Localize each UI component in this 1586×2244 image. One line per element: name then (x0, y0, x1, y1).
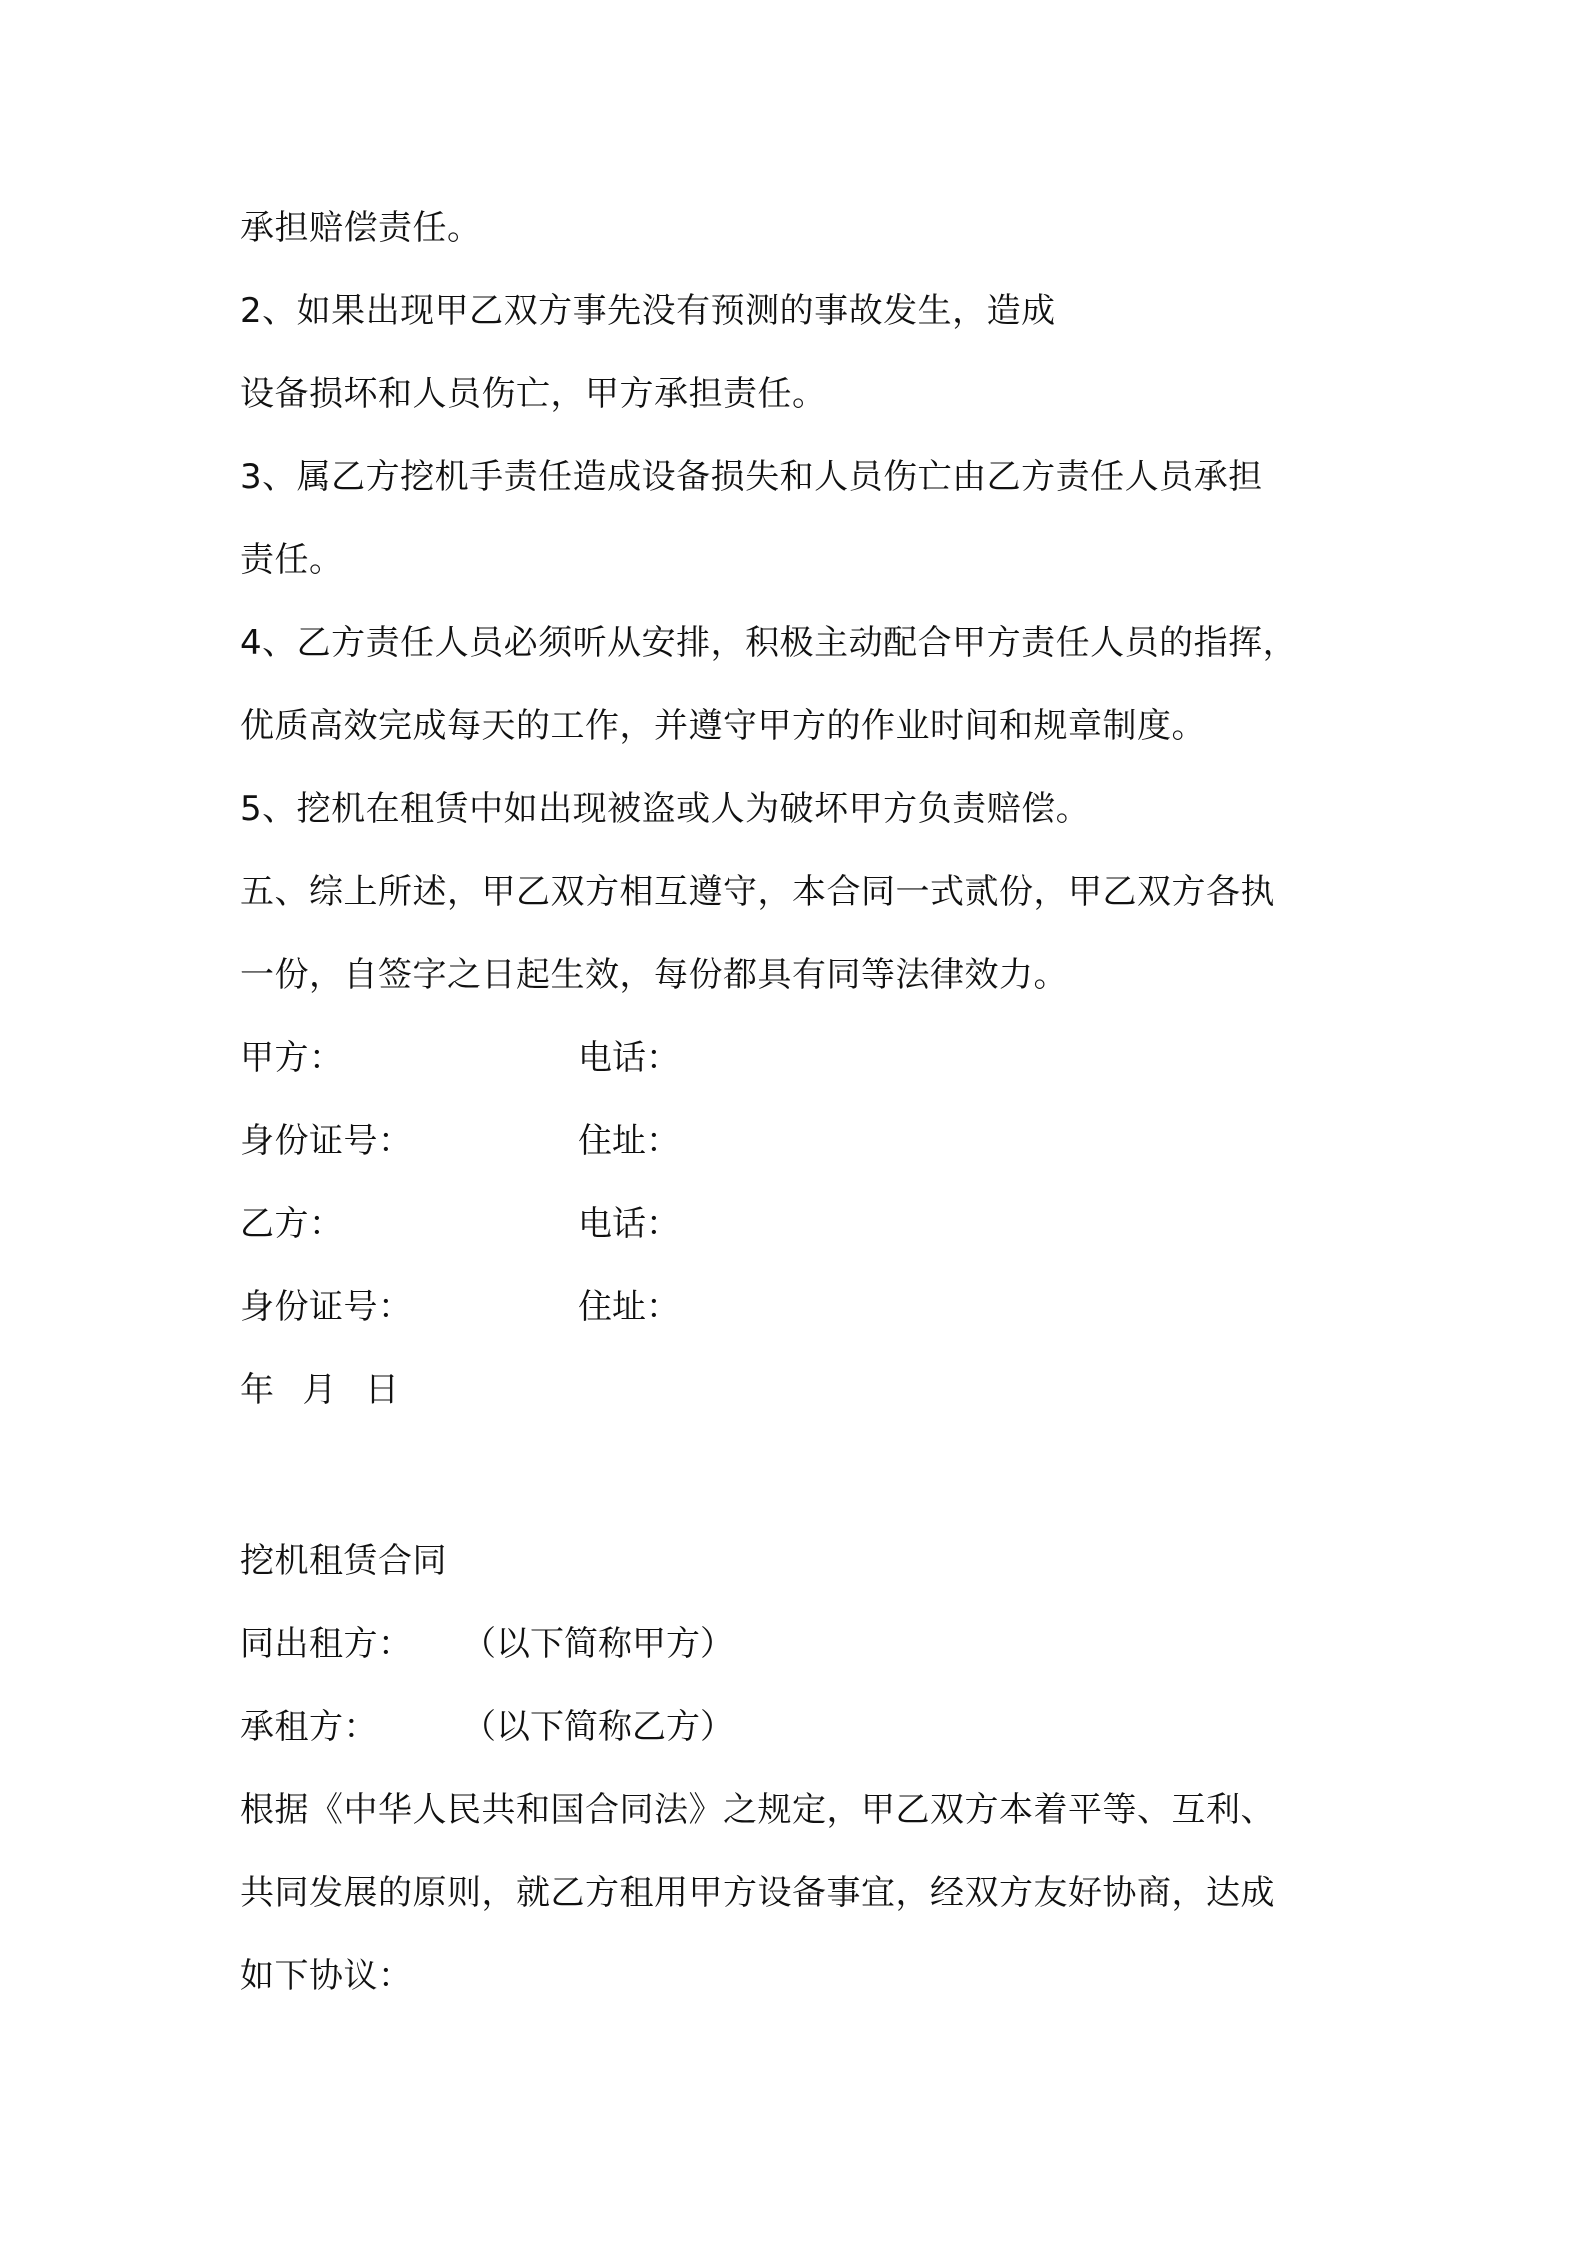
party-b-phone-label: 电话： (578, 1204, 680, 1244)
contract-body-line: 共同发展的原则，就乙方租用甲方设备事宜，经双方友好协商，达成 (240, 1873, 1275, 1913)
lessee-note: （以下简称乙方） (462, 1707, 734, 1747)
clause-4-continued: 优质高效完成每天的工作，并遵守甲方的作业时间和规章制度。 (240, 706, 1206, 746)
date-day: 日 (365, 1370, 400, 1410)
clause-3-line: 3、属乙方挖机手责任造成设备损失和人员伤亡由乙方责任人员承担 (240, 457, 1263, 497)
party-a-id-label: 身份证号： (240, 1121, 413, 1161)
party-a-phone-label: 电话： (578, 1038, 680, 1078)
party-b-label: 乙方： (240, 1204, 344, 1244)
party-a-address-label: 住址： (578, 1121, 680, 1161)
contract-body-line: 如下协议： (240, 1956, 413, 1996)
lessee-label: 承租方： (240, 1707, 378, 1747)
clause-2-line: 2、如果出现甲乙双方事先没有预测的事故发生，造成 (240, 291, 1056, 331)
clause-3-continued: 责任。 (240, 540, 344, 580)
section-5-continued: 一份，自签字之日起生效，每份都具有同等法律效力。 (240, 955, 1068, 995)
section-5-line: 五、综上所述，甲乙双方相互遵守，本合同一式贰份，甲乙双方各执 (240, 872, 1275, 912)
date-year: 年 (240, 1370, 275, 1410)
clause-5-line: 5、挖机在租赁中如出现被盗或人为破坏甲方负责赔偿。 (240, 789, 1091, 829)
party-b-address-label: 住址： (578, 1287, 680, 1327)
clause-2-continued: 设备损坏和人员伤亡，甲方承担责任。 (240, 374, 827, 414)
party-b-id-label: 身份证号： (240, 1287, 413, 1327)
lessor-label: 同出租方： (240, 1624, 413, 1664)
clause-4-line: 4、乙方责任人员必须听从安排，积极主动配合甲方责任人员的指挥， (240, 623, 1298, 663)
lessor-note: （以下简称甲方） (462, 1624, 734, 1664)
contract-body-line: 根据《中华人民共和国合同法》之规定，甲乙双方本着平等、互利、 (240, 1790, 1275, 1830)
date-month: 月 (302, 1370, 337, 1410)
contract-title: 挖机租赁合同 (240, 1541, 447, 1581)
party-a-label: 甲方： (240, 1038, 344, 1078)
date-line (240, 1367, 428, 1413)
clause-line: 承担赔偿责任。 (240, 208, 482, 248)
